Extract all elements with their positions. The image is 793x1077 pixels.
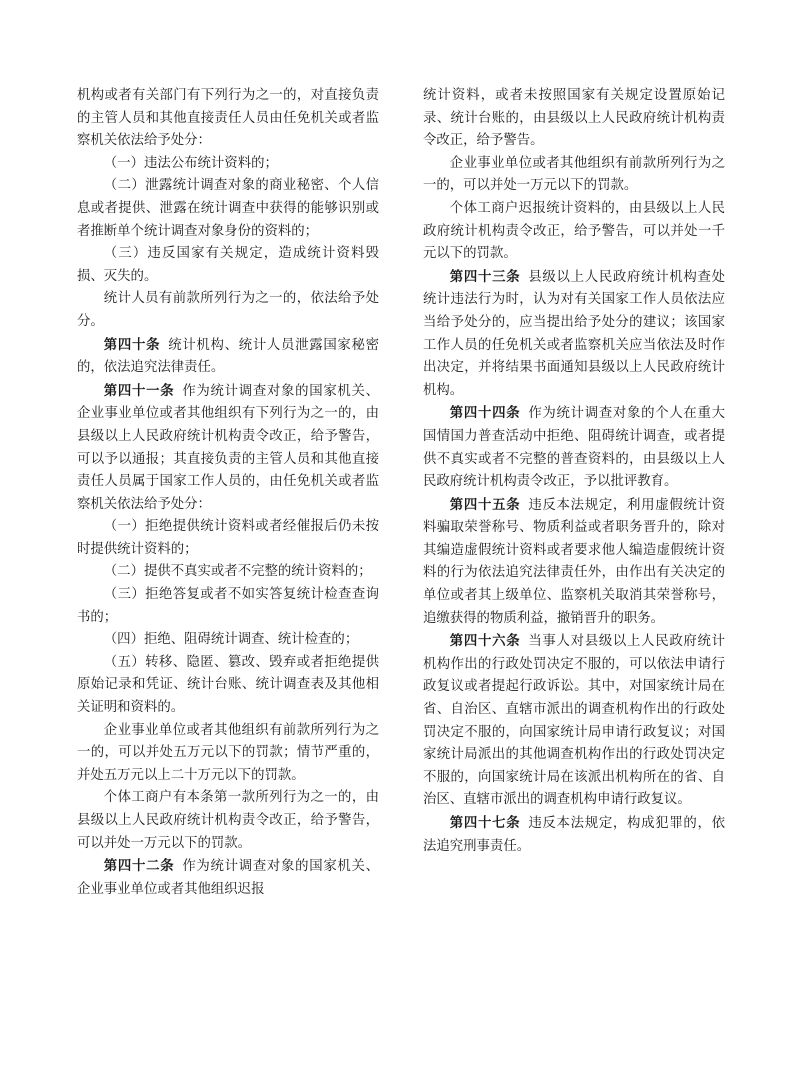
article-45	[423, 494, 725, 631]
article-42-title: 第四十二条	[103, 858, 175, 875]
article-41-item-2: （二）提供不真实或者不完整的统计资料的；	[103, 564, 372, 580]
article-41-text: 作为统计调查对象的国家机关、企业事业单位或者其他组织有下列行为之一的，由县级以上人民政府统计机构责令改正，给予警告，可以予以通报；其直接负责的主管人员和其他直接责任人员属于国家工作人员的，由任免机关或者监察机关依法给予处分：	[77, 383, 380, 512]
article-44-title: 第四十四条	[449, 405, 521, 422]
article-41-item-1: （一）拒绝提供统计资料或者经催报后仍未按时提供统计资料的；	[77, 519, 379, 557]
article-39-item-1: （一）违法公布统计资料的；	[103, 155, 278, 171]
article-42-text: 作为统计调查对象的国家机关、企业事业单位或者其他组织迟报	[77, 859, 380, 897]
article-41	[77, 380, 379, 517]
article-42-continuation: 统计资料，或者未按照国家有关规定设置原始记录、统计台账的，由县级以上人民政府统计机构责令改正，给予警告。	[423, 88, 725, 149]
right-column	[423, 85, 725, 858]
article-46	[423, 630, 725, 812]
article-39-item-2: （二）泄露统计调查对象的商业秘密、个人信息或者提供、泄露在统计调查中获得的能够识别或者推断单个统计调查对象身份的资料的；	[77, 178, 379, 239]
article-47	[423, 812, 725, 858]
article-43-title: 第四十三条	[449, 268, 521, 285]
article-41-item-4: （四）拒绝、阻碍统计调查、统计检查的；	[103, 632, 359, 648]
article-44	[423, 402, 725, 493]
article-47-text: 违反本法规定，构成犯罪的，依法追究刑事责任。	[423, 816, 726, 854]
article-43	[423, 266, 725, 403]
article-46-title: 第四十六条	[449, 633, 521, 650]
article-41-item-5: （五）转移、隐匿、篡改、毁弃或者拒绝提供原始记录和凭证、统计台账、统计调查表及其他相关证明和资料的。	[77, 654, 379, 716]
article-41-item-3: （三）拒绝答复或者不如实答复统计检查查询书的；	[77, 587, 379, 625]
article-40	[77, 334, 379, 380]
article-47-title: 第四十七条	[449, 815, 521, 831]
left-column	[77, 85, 379, 901]
article-39-continuation: 机构或者有关部门有下列行为之一的，对直接负责的主管人员和其他直接责任人员由任免机关或者监察机关依法给予处分：	[77, 88, 379, 149]
article-39-item-3: （三）违反国家有关规定，造成统计资料毁损、灭失的。	[77, 246, 379, 284]
article-39-paragraph-2: 统计人员有前款所列行为之一的，依法给予处分。	[77, 291, 379, 329]
article-44-text: 作为统计调查对象的个人在重大国情国力普查活动中拒绝、阻碍统计调查，或者提供不真实或者不完整的普查资料的，由县级以上人民政府统计机构责令改正，予以批评教育。	[423, 406, 726, 490]
article-41-paragraph-2: 企业事业单位或者其他组织有前款所列行为之一的，可以并处五万元以下的罚款；情节严重的，并处五万元以上二十万元以下的罚款。	[77, 722, 379, 783]
article-45-text: 违反本法规定，利用虚假统计资料骗取荣誉称号、物质利益或者职务晋升的，除对其编造虚假统计资料或者要求他人编造虚假统计资料的行为依法追究法律责任外，由作出有关决定的单位或者其上级单位、监察机关取消其荣誉称号，追缴获得的物质利益，撤销晋升的职务。	[423, 497, 726, 626]
article-42-paragraph-2: 企业事业单位或者其他组织有前款所列行为之一的，可以并处一万元以下的罚款。	[423, 155, 725, 194]
article-42	[77, 855, 379, 901]
article-45-title: 第四十五条	[449, 496, 521, 513]
article-46-text: 当事人对县级以上人民政府统计机构作出的行政处罚决定不服的，可以依法申请行政复议或者提起行政诉讼。其中，对国家统计局在省、自治区、直辖市派出的调查机构作出的行政处罚决定不服的，向国家统计局申请行政复议；对国家统计局派出的其他调查机构作出的行政处罚决定不服的，向国家统计局在该派出机构所在的省、自治区、直辖市派出的调查机构申请行政复议。	[423, 634, 726, 808]
article-41-paragraph-3: 个体工商户有本条第一款所列行为之一的，由县级以上人民政府统计机构责令改正，给予警告，可以并处一万元以下的罚款。	[77, 790, 379, 851]
article-43-text: 县级以上人民政府统计机构查处统计违法行为时，认为对有关国家工作人员依法应当给予处分的，应当提出给予处分的建议；该国家工作人员的任免机关或者监察机关应当依法及时作出决定，并将结果书面通知县级以上人民政府统计机构。	[423, 269, 726, 398]
article-40-text: 统计机构、统计人员泄露国家秘密的，依法追究法律责任。	[77, 337, 380, 376]
article-40-title: 第四十条	[103, 336, 161, 353]
article-41-title: 第四十一条	[103, 382, 175, 399]
article-42-paragraph-3: 个体工商户迟报统计资料的，由县级以上人民政府统计机构责令改正，给予警告，可以并处一千元以下的罚款。	[423, 200, 725, 262]
